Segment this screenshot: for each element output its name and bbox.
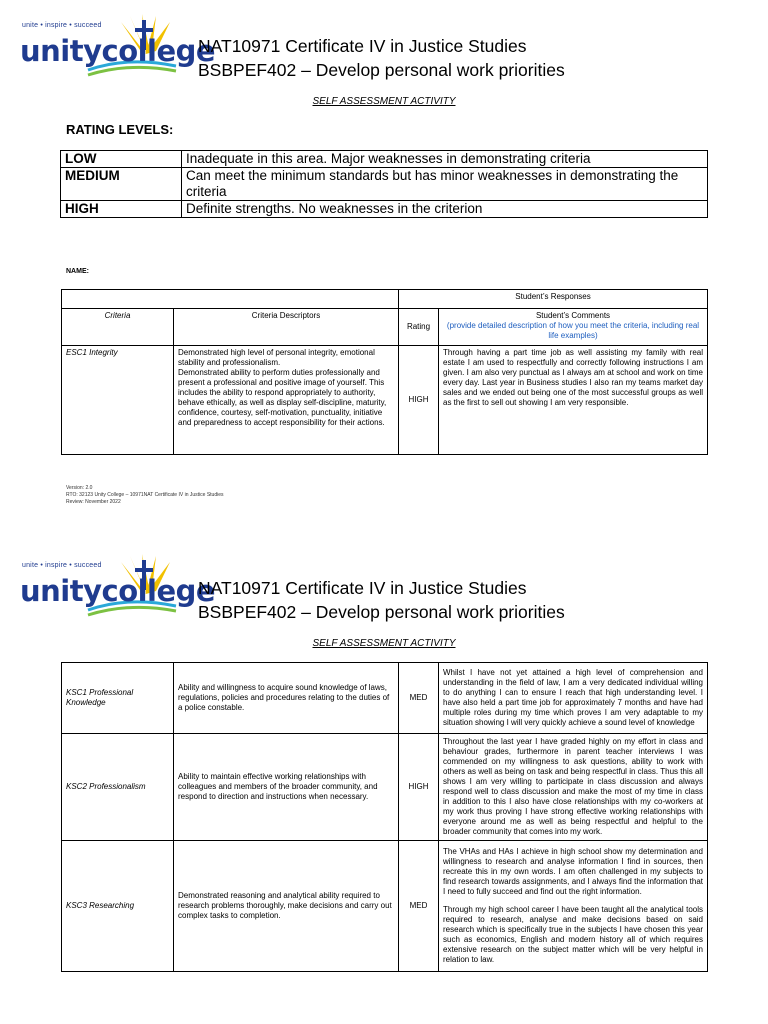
level-name: MEDIUM (61, 168, 182, 201)
criteria-cell: KSC1 Professional Knowledge (62, 663, 174, 734)
activity-heading: SELF ASSESSMENT ACTIVITY (312, 96, 456, 107)
table-row (62, 841, 708, 972)
table-row (61, 168, 708, 201)
criteria-response-table (61, 289, 708, 455)
responses-header: Student’s Responses (399, 290, 708, 309)
level-description: Can meet the minimum standards but has minor weaknesses in demonstrating the criteria (182, 168, 708, 201)
level-name: LOW (61, 151, 182, 168)
rating-cell: HIGH (399, 346, 439, 455)
table-row (62, 309, 708, 346)
logo-wordmark: unitycollege (20, 574, 216, 608)
document-title (198, 34, 565, 82)
criteria-header: Criteria (62, 309, 174, 346)
descriptor-cell: Demonstrated reasoning and analytical ability required to research problems thoroughly, make decisions and carry out complex tasks to completion. (174, 841, 399, 972)
table-row (62, 290, 708, 309)
level-description: Inadequate in this area. Major weaknesses in demonstrating criteria (182, 151, 708, 168)
criteria-cell: ESC1 Integrity (62, 346, 174, 455)
table-row (61, 151, 708, 168)
page-2 (0, 540, 768, 1024)
descriptor-cell: Demonstrated high level of personal integrity, emotional stability and professionalism. Demonstrated ability to perform duties professionally and present a professional and positive image of yourself. This includes the ability to respond appropriately to authority, behave ethically, as well as display self-discipline, maturity, confidence, courtesy, self-motivation, punctuality, initiative and preparedness to accept responsibility for their actions. (174, 346, 399, 455)
name-label: NAME: (66, 268, 89, 275)
table-row (62, 663, 708, 734)
comment-cell: Throughout the last year I have graded highly on my effort in class and behaviour grades, furthermore in parent teacher interviews I was commended on my willingness to ask questions, ability to work with others as well as being on task and being respectful in class. Thus this all shows I am very willing to participate in class discussion and always respond well to class discussion and make the most of my time in class in addition to this I also have close relationships with my co-workers at my work thus proving I have strong effective working relationships with everyone around me as well as being respectful and helpful to the broader community that comes into my work. (439, 734, 708, 841)
descriptor-cell: Ability to maintain effective working relationships with colleagues and members of the broader community, and respond to direction and instructions when necessary. (174, 734, 399, 841)
table-row (62, 346, 708, 455)
rating-levels-heading: RATING LEVELS: (66, 122, 174, 137)
rating-levels-table (60, 150, 708, 218)
comment-cell: Through having a part time job as well assisting my family with real estate I am used to respectfully and correctly following instructions I am given. I am also very punctual as I always am at school and work on time every day. Last year in Business studies I also ran my teams market day sales and we ended out being one of the most successful groups as well as the first to sell out showing I am very responsible. (439, 346, 708, 455)
logo-tagline: unite • inspire • succeed (22, 22, 102, 29)
criteria-response-table-continued (61, 662, 708, 972)
unit-title: BSBPEF402 – Develop personal work priorities (198, 60, 565, 80)
criteria-cell: KSC2 Professionalism (62, 734, 174, 841)
table-row (61, 201, 708, 218)
rating-cell: HIGH (399, 734, 439, 841)
rating-cell: MED (399, 841, 439, 972)
course-title: NAT10971 Certificate IV in Justice Studies (198, 578, 527, 598)
document-title (198, 576, 565, 624)
document-footer: Version: 2.0 RTO: 32123 Unity College – 10971NAT Certificate IV in Justice Studies Review: November 2022 (66, 485, 224, 505)
comment-cell: Whilst I have not yet attained a high level of comprehension and understanding in the field of law, I am a very dedicated individual willing to do anything I can to ensure I reach that high understanding level. I have also held a part time job for approximately 7 months and have had multiple roles during my time which proves I am very adaptable to my situation showing I will very quickly achieve a sound level of knowledge (439, 663, 708, 734)
logo-wordmark: unitycollege (20, 34, 216, 68)
unit-title: BSBPEF402 – Develop personal work priorities (198, 602, 565, 622)
rating-header: Rating (399, 309, 439, 346)
level-name: HIGH (61, 201, 182, 218)
unity-college-logo (18, 14, 216, 94)
logo-tagline: unite • inspire • succeed (22, 562, 102, 569)
activity-heading: SELF ASSESSMENT ACTIVITY (312, 638, 456, 649)
unity-college-logo (18, 554, 216, 634)
descriptors-header: Criteria Descriptors (174, 309, 399, 346)
level-description: Definite strengths. No weaknesses in the criterion (182, 201, 708, 218)
table-row (62, 734, 708, 841)
course-title: NAT10971 Certificate IV in Justice Studies (198, 36, 527, 56)
comments-hint: (provide detailed description of how you meet the criteria, including real life examples) (446, 321, 700, 340)
comment-cell: The VHAs and HAs I achieve in high school show my determination and willingness to research and analyse information I find in sources, then recreate this in my own words. I am often challenged in my subjects to find research towards assignments, and I always find the information that I need to fully succeed and find out the right information. Through my high school career I have been taught all the analytical tools required to research, analyse and make decisions based on said research which is specifically true in the subjects I have chosen this year such as economics, English and modern history all of which requires extensive research on the subject matter which will be very helpful in relation to law. (439, 841, 708, 972)
descriptor-cell: Ability and willingness to acquire sound knowledge of laws, regulations, policies and procedures relating to the duties of a police constable. (174, 663, 399, 734)
criteria-cell: KSC3 Researching (62, 841, 174, 972)
comments-header: Student’s Comments (provide detailed description of how you meet the criteria, including real life examples) (439, 309, 708, 346)
rating-cell: MED (399, 663, 439, 734)
